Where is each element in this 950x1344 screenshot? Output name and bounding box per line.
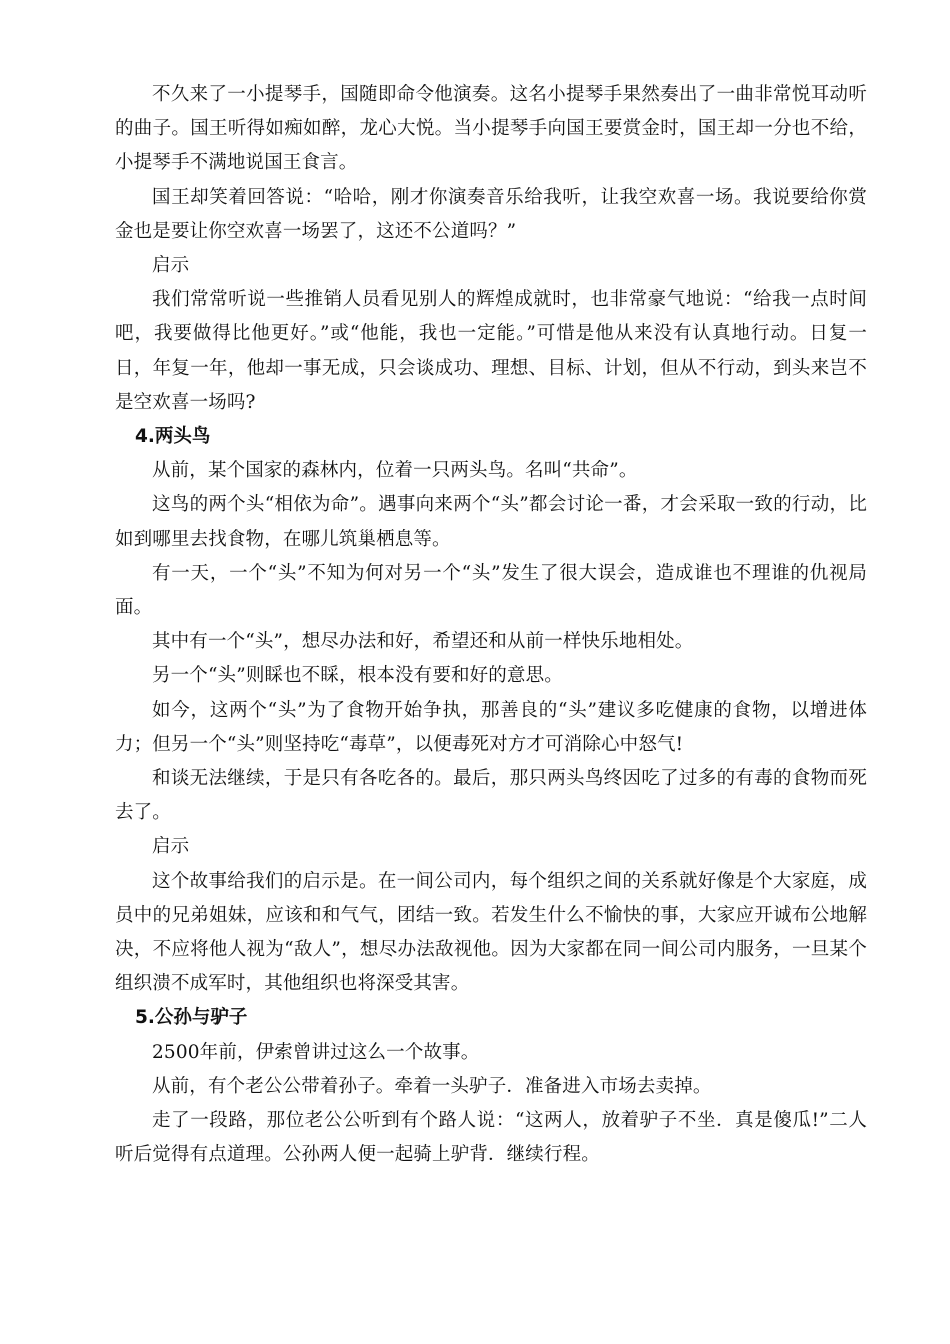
paragraph-violinist-arrives: 不久来了一小提琴手，国随即命令他演奏。这名小提琴手果然奏出了一曲非常悦耳动听的曲子。国王听得如痴如醉，龙心大悦。当小提琴手向国王要赏金时，国王却一分也不给，小提琴手不满地说国王食言。 — [115, 84, 867, 174]
paragraph-lesson-label: 启示 — [152, 255, 190, 277]
paragraph-bird-heads: 这鸟的两个头“相依为命”。遇事向来两个“头”都会讨论一番，才会采取一致的行动，比如到哪里去找食物，在哪儿筑巢栖息等。 — [115, 494, 867, 550]
section-heading-grandfather-donkey: 5.公孙与驴子 — [135, 1007, 248, 1029]
paragraph-donkey-ride: 走了一段路，那位老公公听到有个路人说：“这两人，放着驴子不坐．真是傻瓜!”二人听后觉得有点道理。公孙两人便一起骑上驴背．继续行程。 — [115, 1110, 867, 1166]
paragraph-lesson-label-2: 启示 — [152, 836, 190, 858]
paragraph-bird-food-dispute: 如今，这两个“头”为了食物开始争执，那善良的“头”建议多吃健康的食物，以增进体力；但另一个“头”则坚持吃“毒草”，以便毒死对方才可消除心中怒气! — [115, 699, 867, 755]
paragraph-bird-death: 和谈无法继续，于是只有各吃各的。最后，那只两头鸟终因吃了过多的有毒的食物而死去了。 — [115, 768, 867, 824]
paragraph-lesson-unity: 这个故事给我们的启示是。在一间公司内，每个组织之间的关系就好像是个大家庭，成员中的兄弟姐妹，应该和和气气，团结一致。若发生什么不愉快的事，大家应开诚布公地解决，不应将他人视为“敌人”，想尽办法敌视他。因为大家都在同一间公司内服务，一旦某个组织溃不成军时，其他组织也将深受其害。 — [115, 870, 867, 995]
paragraph-lesson-action: 我们常常听说一些推销人员看见别人的辉煌成就时，也非常豪气地说：“给我一点时间吧，我要做得比他更好。”或“他能，我也一定能。”可惜是他从来没有认真地行动。日复一日，年复一年，他却一事无成，只会谈成功、理想、目标、计划，但从不行动，到头来岂不是空欢喜一场吗? — [115, 289, 867, 413]
paragraph-king-reply: 国王却笑着回答说：“哈哈，刚才你演奏音乐给我听，让我空欢喜一场。我说要给你赏金也是要让你空欢喜一场罢了，这还不公道吗？” — [115, 186, 867, 242]
paragraph-bird-intro: 从前，某个国家的森林内，位着一只两头鸟。名叫“共命”。 — [152, 460, 638, 482]
paragraph-bird-ignore: 另一个“头”则睬也不睬，根本没有要和好的意思。 — [152, 665, 563, 687]
paragraph-aesop-intro: 2500年前，伊索曾讲过这么一个故事。 — [152, 1041, 480, 1063]
section-heading-two-headed-bird: 4.两头鸟 — [135, 426, 211, 448]
paragraph-bird-misunderstanding: 有一天，一个“头”不知为何对另一个“头”发生了很大误会，造成谁也不理谁的仇视局面。 — [115, 562, 867, 619]
document-body — [115, 78, 867, 1173]
paragraph-donkey-market: 从前，有个老公公带着孙子。牵着一头驴子．准备进入市场去卖掉。 — [152, 1075, 712, 1097]
paragraph-bird-reconcile: 其中有一个“头”，想尽办法和好，希望还和从前一样快乐地相处。 — [152, 631, 694, 653]
